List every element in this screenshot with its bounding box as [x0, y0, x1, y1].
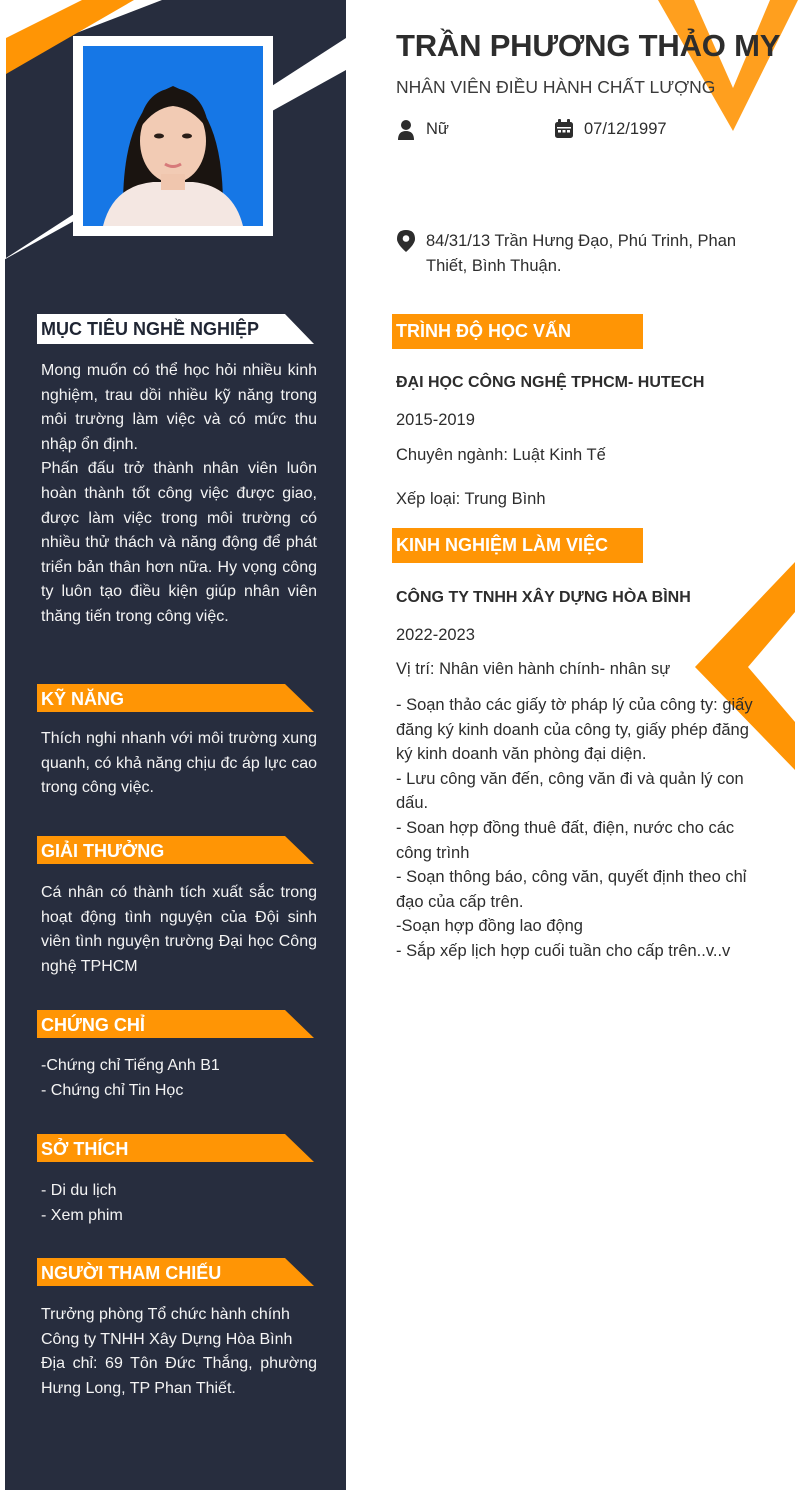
- person-icon: [397, 120, 415, 140]
- list-item: - Xem phim: [41, 1206, 123, 1224]
- education-major: Chuyên ngành: Luật Kinh Tế: [396, 446, 606, 464]
- full-name: TRẦN PHƯƠNG THẢO MY: [396, 28, 781, 63]
- address-line: Thiết, Bình Thuận.: [426, 257, 562, 275]
- skills-heading: [37, 684, 314, 714]
- references-text: [41, 1303, 317, 1401]
- education-heading-label: TRÌNH ĐỘ HỌC VẤN: [396, 321, 571, 341]
- certificates-heading: [37, 1010, 314, 1040]
- calendar-icon: [554, 119, 574, 139]
- awards-heading-label: GIẢI THƯỞNG: [41, 841, 165, 861]
- references-heading: [37, 1258, 314, 1288]
- objective-text: [41, 359, 317, 630]
- objective-paragraph: Phấn đấu trở thành nhân viên luôn hoàn thành tốt công việc được giao, được làm việc trong môi trường có nhiều thử thách và năng động để phát triển bản thân hơn nữa. Hy vọng công ty luôn tạo điều kiện giúp nhân viên thăng tiến trong công việc.: [41, 460, 317, 625]
- certificates-heading-label: CHỨNG CHỈ: [41, 1015, 145, 1035]
- hobbies-heading: [37, 1134, 314, 1164]
- address-line: 84/31/13 Trần Hưng Đạo, Phú Trinh, Phan: [426, 232, 737, 250]
- certificates-list: [41, 1054, 317, 1103]
- objective-heading-label: MỤC TIÊU NGHỀ NGHIỆP: [41, 319, 260, 339]
- skills-text: Thích nghi nhanh với môi trường xung quanh, có khả năng chịu đc áp lực cao trong công việc.: [41, 730, 317, 797]
- duty-item: -Soạn hợp đồng lao động: [396, 917, 583, 936]
- school-name: ĐẠI HỌC CÔNG NGHỆ TPHCM- HUTECH: [396, 374, 705, 391]
- experience-heading: [392, 528, 643, 563]
- list-item: - Chứng chỉ Tin Học: [41, 1081, 184, 1099]
- duties-list: [396, 693, 758, 964]
- duty-item: - Soạn thảo các giấy tờ pháp lý của công ty: giấy đăng ký kinh doanh của công ty, giấy phép đăng ký kinh doanh văn phòng đại diện.: [396, 696, 753, 764]
- duty-item: - Soạn thông báo, công văn, quyết định theo chỉ đạo của cấp trên.: [396, 868, 747, 911]
- experience-period: 2022-2023: [396, 626, 475, 644]
- reference-address: Địa chỉ: 69 Tôn Đức Thắng, phường Hưng Long, TP Phan Thiết.: [41, 1355, 317, 1397]
- duty-item: - Lưu công văn đến, công văn đi và quản lý con dấu.: [396, 769, 744, 813]
- list-item: - Di du lịch: [41, 1182, 117, 1199]
- education-grade: Xếp loại: Trung Bình: [396, 490, 546, 508]
- duty-item: - Sắp xếp lịch hợp cuối tuần cho cấp trên..v..v: [396, 941, 731, 960]
- profile-photo: [83, 46, 263, 226]
- hobbies-heading-label: SỞ THÍCH: [41, 1139, 129, 1159]
- orange-chevron-top: [658, 0, 798, 131]
- experience-heading-label: KINH NGHIỆM LÀM VIỆC: [396, 535, 609, 555]
- awards-heading: [37, 836, 314, 866]
- skills-heading-label: KỸ NĂNG: [41, 689, 125, 709]
- gender-value: Nữ: [426, 120, 449, 138]
- list-item: -Chứng chỉ Tiếng Anh B1: [41, 1057, 220, 1074]
- objective-paragraph: Mong muốn có thể học hỏi nhiều kinh nghiệm, trau dồi nhiều kỹ năng trong môi trường làm việc và có mức thu nhập ổn định.: [41, 362, 317, 453]
- location-pin-icon: [397, 230, 415, 252]
- job-title: NHÂN VIÊN ĐIỀU HÀNH CHẤT LƯỢNG: [396, 77, 716, 97]
- company-name: CÔNG TY TNHH XÂY DỰNG HÒA BÌNH: [396, 589, 691, 606]
- experience-position: Vị trí: Nhân viên hành chính- nhân sự: [396, 660, 671, 678]
- education-period: 2015-2019: [396, 411, 475, 429]
- references-heading-label: NGƯỜI THAM CHIẾU: [41, 1263, 222, 1283]
- reference-line: Trưởng phòng Tổ chức hành chính: [41, 1306, 290, 1323]
- reference-line: Công ty TNHH Xây Dựng Hòa Bình: [41, 1330, 293, 1348]
- hobbies-list: [41, 1179, 317, 1228]
- profile-photo-frame: [73, 36, 273, 236]
- birthdate-value: 07/12/1997: [584, 120, 667, 138]
- education-heading: [392, 314, 643, 349]
- awards-text: Cá nhân có thành tích xuất sắc trong hoạt động tình nguyện của Đội sinh viên tình nguyện trường Đại học Công nghệ TPHCM: [41, 884, 317, 975]
- objective-heading: [37, 314, 314, 344]
- duty-item: - Soan hợp đồng thuê đất, điện, nước cho các công trình: [396, 818, 735, 862]
